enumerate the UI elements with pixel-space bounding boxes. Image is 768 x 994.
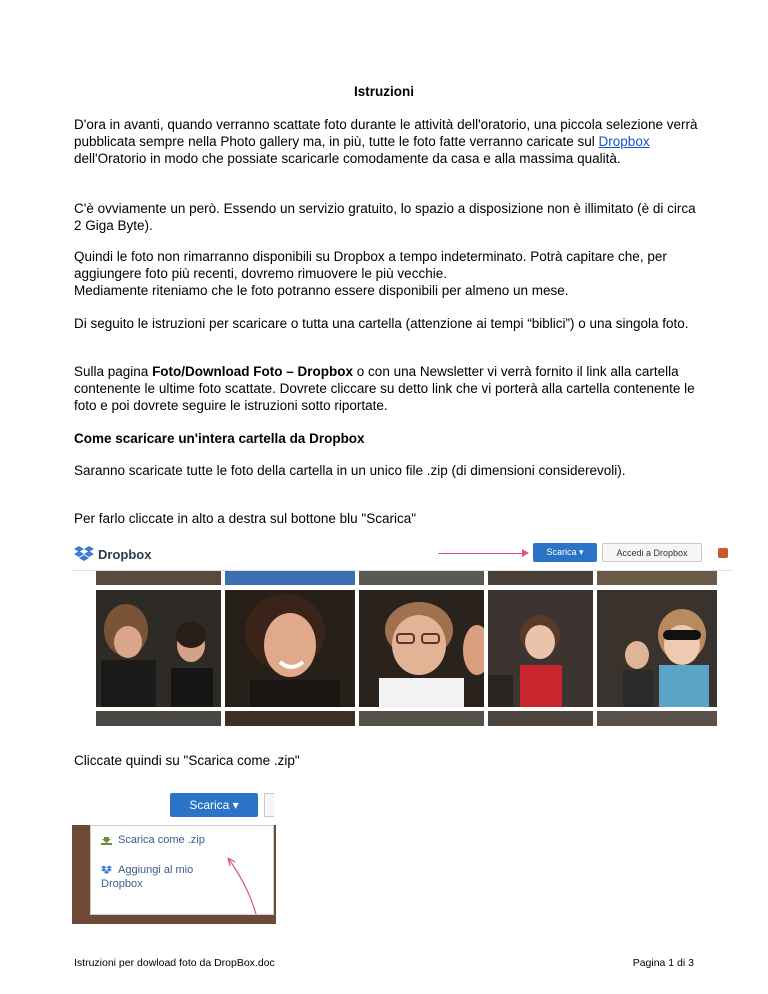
photo-little-girl [488,590,593,707]
photo-thumbnail[interactable] [488,711,593,726]
photo-row-top [96,571,717,585]
photo-row-main [96,590,717,707]
section-heading: Come scaricare un'intera cartella da Dropbox [74,431,365,446]
footer-filename: Istruzioni per dowload foto da DropBox.doc [74,957,275,969]
photo-thumbnail[interactable] [359,590,484,707]
photo-woman-glasses [359,590,484,707]
scarica-button[interactable]: Scarica ▾ [533,543,597,562]
photo-women-party [96,590,221,707]
dropbox-logo [74,544,151,564]
photo-thumbnail[interactable] [225,711,355,726]
photo-thumbnail[interactable] [96,711,221,726]
photo-thumbnail[interactable] [359,711,484,726]
photo-woman-smiling [225,590,355,707]
link-text-a: Sulla pagina [74,364,153,379]
intro-text-a: D'ora in avanti, quando verranno scattate foto durante le attività dell'oratorio, una piccola selezione verrà pubblicata sempre nella Photo gallery ma, in più, tutte le foto fatte verranno caricate sul [74,117,698,149]
dropbox-topbar [72,536,733,571]
limit-paragraph: C'è ovviamente un però. Essendo un servizio gratuito, lo spazio a disposizione non è illimitato (è di circa 2 Giga Byte). [74,201,696,233]
dropbox-icon [101,865,112,875]
gift-icon [718,548,728,558]
click-scarica-paragraph: Per farlo cliccate in alto a destra sul bottone blu "Scarica" [74,511,417,526]
menu-item-add-label-1: Aggiungi al mio [118,864,194,876]
menu-item-download-zip[interactable] [101,834,205,846]
photo-thumbnail[interactable] [225,571,355,585]
intro-paragraph [74,116,704,167]
link-paragraph [74,363,704,414]
photo-thumbnail[interactable] [597,711,717,726]
availability-line-1: Quindi le foto non rimarranno disponibili su Dropbox a tempo indeterminato. Potrà capitare che, per aggiungere foto più recenti, dovremo rimuovere le più vecchie. [74,249,667,281]
dropbox-gallery-screenshot [72,536,733,726]
pointer-arrow-icon [218,856,276,916]
menu-item-add-label-2: Dropbox [101,878,143,890]
dropbox-icon [74,545,94,563]
photo-thumbnail[interactable] [359,571,484,585]
photo-thumbnail[interactable] [96,571,221,585]
photo-thumbnail[interactable] [96,590,221,707]
footer-page-number: Pagina 1 di 3 [632,957,694,969]
photo-thumbnail[interactable] [225,590,355,707]
document-title: Istruzioni [354,84,414,99]
photo-row-bottom [96,711,717,726]
photo-thumbnail[interactable] [597,590,717,707]
availability-paragraph [74,248,704,299]
photo-thumbnail[interactable] [488,590,593,707]
click-zip-paragraph: Cliccate quindi su "Scarica come .zip" [74,753,300,768]
intro-text-b: dell'Oratorio in modo che possiate scaricarle comodamente da casa e alla massima qualità. [74,151,621,166]
link-text-bold: Foto/Download Foto – Dropbox [152,364,354,379]
dropdown-screenshot [72,791,276,924]
link-text-b: o con una Newsletter vi verrà fornito il link alla cartella contenente le ultime foto scattate. Dovrete cliccare su detto link che vi porterà alla cartella contenente le foto e poi dovrete seguire le istruzioni sotto riportate. [74,364,695,413]
pointer-arrow-head [522,549,529,557]
download-icon [101,835,112,845]
pointer-arrow-line [438,553,526,554]
dropbox-link[interactable]: Dropbox [598,134,650,149]
photo-thumbnail[interactable] [488,571,593,585]
accedi-dropbox-button[interactable]: Accedi a Dropbox [602,543,702,562]
photo-child-mask [597,590,717,707]
zip-description-paragraph: Saranno scaricate tutte le foto della cartella in un unico file .zip (di dimensioni considerevoli). [74,463,626,478]
availability-line-2: Mediamente riteniamo che le foto potranno essere disponibili per almeno un mese. [74,283,569,298]
scarica-button-large[interactable]: Scarica ▾ [170,793,258,817]
menu-item-add-to-dropbox[interactable] [101,863,193,891]
menu-item-download-zip-label: Scarica come .zip [118,834,205,846]
instructions-intro-paragraph: Di seguito le istruzioni per scaricare o tutta una cartella (attenzione ai tempi “biblici”) o una singola foto. [74,316,689,331]
photo-thumbnail[interactable] [597,571,717,585]
adjacent-button-edge [264,793,274,817]
dropbox-logo-text: Dropbox [98,546,152,562]
